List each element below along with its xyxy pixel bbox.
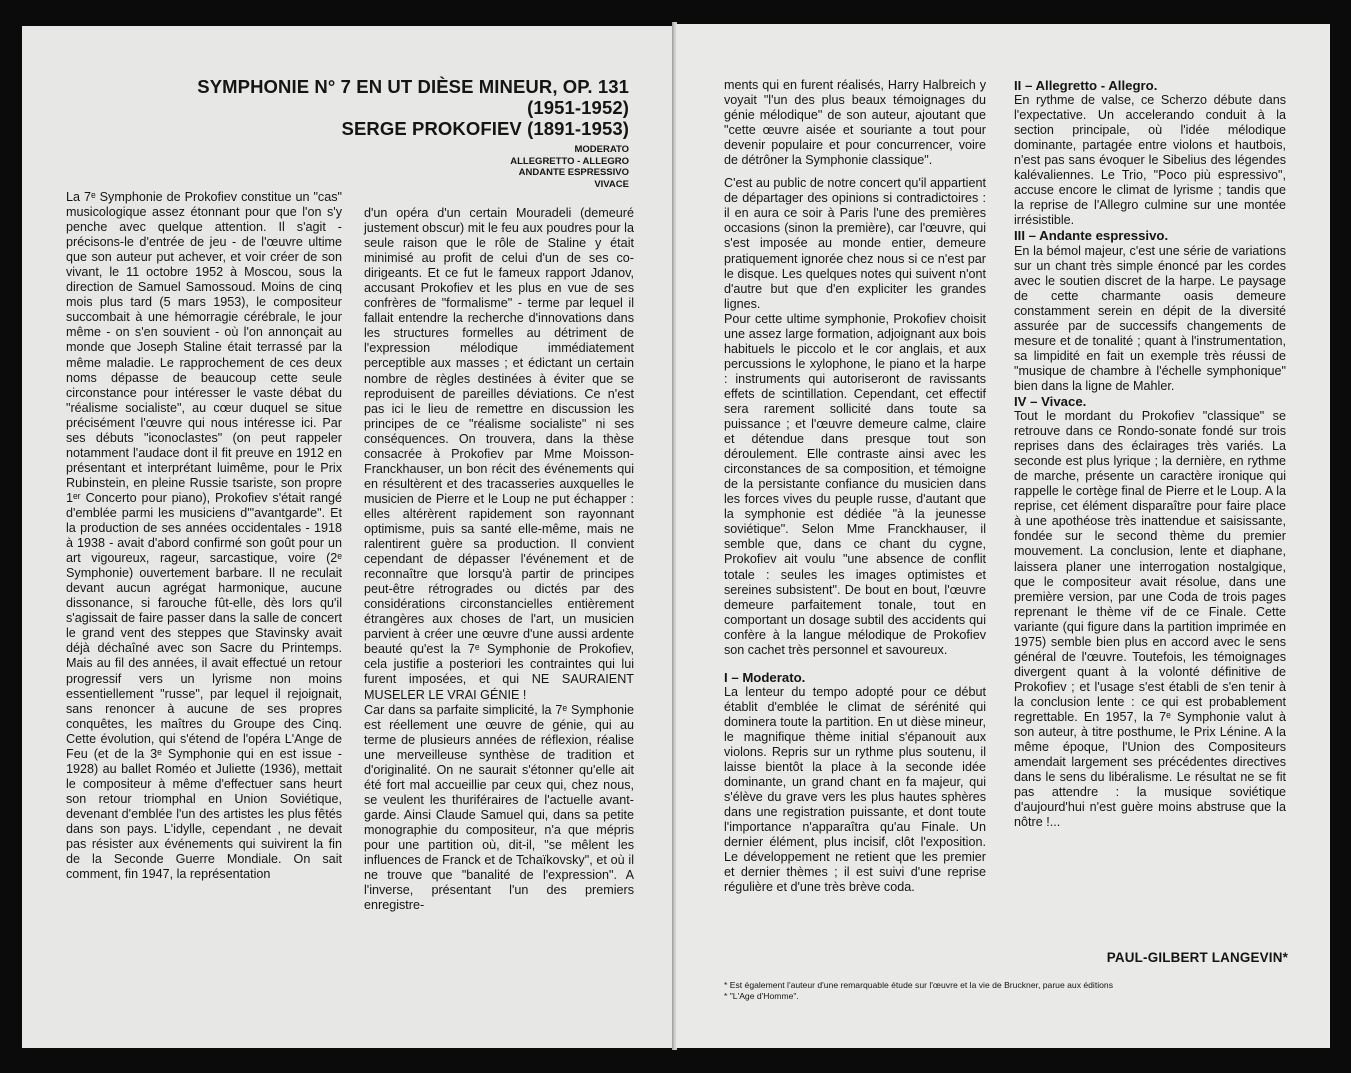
right-page <box>676 24 1330 1048</box>
paragraph: Car dans sa parfaite simplicité, la 7ᵉ Symphonie est réellement une œuvre de génie, qui au terme de plusieurs années de réflexion, réalise une merveilleuse synthèse de tradition et d'originalité. On ne saurait s'étonner qu'elle ait été fort mal accueillie par ceux qui, chez nous, se veulent les thuriféraires de l'actuelle avant-garde. Ainsi Claude Samuel qui, dans sa petite monographie du compositeur, n'a que mépris pour une partition où, dit-il, "se mêlent les influences de Franck et de Tchaïkovsky", et où il ne trouve que "banalité de l'expression". A l'inverse, présentant l'un des premiers enregistre- <box>364 702 634 913</box>
text-column-3 <box>724 78 986 895</box>
footnote <box>724 980 1280 1001</box>
movement-heading: II – Allegretto - Allegro. <box>1014 78 1158 93</box>
text-column-1 <box>66 190 342 882</box>
paragraph: En la bémol majeur, c'est une série de variations sur un chant très simple énoncé par les cordes avec le soutien discret de la harpe. Le paysage de cette charmante oasis demeure constamment serein en dépit de la diversité assurée par de successifs changements de mesure et de tonalité ; quant à l'instrumentation, sa limpidité en fait un exemple très réussi de "musique de chambre à l'échelle symphonique" bien dans la ligne de Mahler. <box>1014 243 1286 393</box>
text-column-4 <box>1014 78 1286 830</box>
left-page <box>22 26 673 1048</box>
movement-item: ANDANTE ESPRESSIVO <box>518 167 629 178</box>
article-title <box>197 76 629 139</box>
paragraph: La lenteur du tempo adopté pour ce début établit d'emblée le climat de sérénité qui dominera toute la partition. En ut dièse mineur, le magnifique thème initial s'épanouit aux violons. Repris sur un rythme plus soutenu, il laisse bientôt la place à la seconde idée dominante, un grand chant en fa majeur, qui s'élève du grave vers les plus hautes sphères dans une registration puissante, et dont toute l'importance n'apparaîtra qu'au Finale. Un dernier élément, plus incisif, clôt l'exposition. Le développement ne retient que les premier et dernier thèmes ; il est suivi d'une reprise régulière et d'une très brève coda. <box>724 684 986 895</box>
movement-list <box>510 144 629 190</box>
title-line: SERGE PROKOFIEV (1891-1953) <box>341 118 629 139</box>
text-column-2 <box>364 206 634 913</box>
movement-heading: IV – Vivace. <box>1014 393 1087 409</box>
title-line: (1951-1952) <box>527 97 629 118</box>
movement-item: MODERATO <box>574 144 629 155</box>
movement-item: ALLEGRETTO - ALLEGRO <box>510 155 629 167</box>
movement-item: VIVACE <box>594 178 629 190</box>
paragraph: La 7ᵉ Symphonie de Prokofiev constitue un "cas" musicologique assez étonnant pour que l'on s'y penche avec quelque attention. Il s'agit - précisons-le d'entrée de jeu - de l'œuvre ultime que son auteur put achever, et voir créer de son vivant, le 11 octobre 1952 à Moscou, sous la direction de Samuel Samossoud. Moins de cinq mois plus tard (5 mars 1953), le compositeur succombait à une hémorragie cérébrale, le jour même - on s'en souvient - où l'on annonçait au monde que Joseph Staline était terrassé par la même maladie. Le rapprochement de ces deux noms dépasse de beaucoup cette seule circonstance pour intéresser le vaste débat du "réalisme socialiste", au cœur duquel se situe précisément l'œuvre qui nous intéresse ici. Par ses débuts "iconoclastes" (on peut rappeler notamment l'audace dont il fit preuve en 1912 en présentant et interprétant luimême, pour le Prix Rubinstein, en pleine Russie tsariste, son propre 1ᵉʳ Concerto pour piano), Prokofiev s'était rangé d'emblée parmi les musiciens d'"avantgarde". Et la production de ses années occidentales - 1918 à 1938 - avait d'abord confirmé son goût pour un art vigoureux, rageur, sarcastique, voire (2ᵉ Symphonie) ouvertement barbare. Il ne reculait devant aucun agrégat harmonique, aucune dissonance, si farouche fût-elle, dès lors qu'il s'agissait de faire passer dans la salle de concert le grand vent des steppes que Stavinsky avait déjà déchaîné avec son Sacre du Printemps. Mais au fil des années, il avait effectué un retour progressif vers un lyrisme non moins essentiellement "russe", par lequel il rejoignait, sans renoncer à aucune de ses propres conquêtes, les maîtres du Groupe des Cinq. Cette évolution, qui s'étend de l'opéra L'Ange de Feu (et de la 3ᵉ Symphonie qui en est issue - 1928) au ballet Roméo et Juliette (1936), mettait le compositeur à même d'effectuer sans heurt son retour triomphal en Union Soviétique, devenant d'emblée l'un des artistes les plus fêtés dans son pays. L'idylle, cependant , ne devait pas résister aux événements qui suivirent la fin de la Seconde Guerre Mondiale. On sait comment, fin 1947, la représentation <box>66 190 342 882</box>
movement-heading: I – Moderato. <box>724 669 806 685</box>
footnote-line: * Est également l'auteur d'une remarquable étude sur l'œuvre et la vie de Bruckner, parue aux éditions <box>724 980 1113 990</box>
paragraph: En rythme de valse, ce Scherzo débute dans l'expectative. Un accelerando conduit à la section principale, où l'idée mélodique dominante, partagée entre violons et hautbois, n'est pas sans évoquer le Sibelius des légendes kalévaliennes. Le Trio, "Poco più espressivo", accuse encore le climat de lyrisme ; tandis que la reprise de l'Allegro culmine sur une montée irrésistible. <box>1014 93 1286 228</box>
paragraph: Pour cette ultime symphonie, Prokofiev choisit une assez large formation, adjoignant aux bois habituels le piccolo et le cor anglais, et aux percussions le xylophone, le piano et la harpe : instruments qui autoriseront de ravissants effets de scintillation. Cependant, cet effectif sera rarement sollicité dans toute sa puissance ; et l'œuvre demeure calme, claire et détendue dans presque tout son déroulement. Elle contraste ainsi avec les circonstances de sa composition, et témoigne de la persistante confiance du musicien dans les forces vives du peuple russe, d'autant que la symphonie est dédiée "à la jeunesse soviétique". Selon Mme Franckhauser, il semble que, dans ce chant du cygne, Prokofiev ait voulu "une absence de conflit totale : seules les images optimistes et sereines subsistent". De bout en bout, l'œuvre demeure parfaitement tonale, tout en comportant un dosage subtil des accidents qui confère à la langue mélodique de Prokofiev son cachet très personnel et savoureux. <box>724 311 986 657</box>
paragraph: d'un opéra d'un certain Mouradeli (demeuré justement obscur) mit le feu aux poudres pour la seule raison que le rôle de Staline y était minimisé au profit de celui d'un de ses co-dirigeants. Et ce fut le fameux rapport Jdanov, accusant Prokofiev et les plus en vue de ses confrères de "formalisme" - terme par lequel il fallait entendre la recherche d'innovations dans les structures formelles au détriment de l'expression mélodique immédiatement perceptible aux masses ; et édictant un certain nombre de règles destinées à éviter que se reproduisent de pareilles déviations. Ce n'est pas ici le lieu de remettre en discussion les principes de ce "réalisme socialiste" ni ses conséquences. On trouvera, dans la thèse consacrée à Prokofiev par Mme Moisson-Franckhauser, un bon récit des événements qui en résultèrent et des tracasseries auxquelles le musicien de Pierre et le Loup ne put échapper : elles altérèrent rapidement son rayonnant optimisme, puis sa santé elle-même, mais ne ralentirent guère sa production. Il convient cependant de dépasser l'événement et de reconnaître que lorsqu'à partir de principes peut-être rétrogrades ou dictés par des considérations circonstancielles entièrement étrangères aux choses de l'art, un musicien parvient à créer une œuvre d'une aussi ardente beauté qu'est la 7ᵉ Symphonie de Prokofiev, cela justifie a posteriori les contraintes qui lui furent imposées, et qui NE SAURAIENT MUSELER LE VRAI GÉNIE ! <box>364 206 634 702</box>
author-signature: PAUL-GILBERT LANGEVIN* <box>1106 950 1288 965</box>
footnote-line: * "L'Age d'Homme". <box>724 990 799 1001</box>
title-line: SYMPHONIE N° 7 EN UT DIÈSE MINEUR, OP. 131 <box>197 76 629 97</box>
paragraph: C'est au public de notre concert qu'il appartient de départager des opinions si contradictoires : il en aura ce soir à Paris l'une des premières occasions (sinon la première), car l'œuvre, qui s'est imposée au monde entier, demeure pratiquement ignorée chez nous si ce n'est par le disque. Les quelques notes qui suivent n'ont d'autre but que d'en expliciter les grandes lignes. <box>724 176 986 311</box>
paragraph: ments qui en furent réalisés, Harry Halbreich y voyait "l'un des plus beaux témoignages du génie mélodique" de son auteur, ajoutant que "cette œuvre aisée et souriante a tout pour devenir populaire et pour concurrencer, voire de détrôner la Symphonie classique". <box>724 78 986 168</box>
movement-heading: III – Andante espressivo. <box>1014 228 1169 244</box>
paragraph: Tout le mordant du Prokofiev "classique" se retrouve dans ce Rondo-sonate fondé sur trois reprises dans des éclairages très variés. La seconde est plus lyrique ; la dernière, en rythme de marche, présente un caractère ironique qui rappelle le cortège final de Pierre et le Loup. A la reprise, cet élément disparaître pour faire place à une apothéose très inattendue et saisissante, fondée sur le second thème du premier mouvement. La conclusion, lente et diaphane, laissera planer une interrogation nostalgique, que le compositeur avait résolue, dans une première version, par une Coda de trois pages reprenant le thème vif de ce Finale. Cette variante (qui figure dans la partition imprimée en 1975) semble bien plus en accord avec le sens général de l'œuvre. Toutefois, les témoignages divergent quant à la volonté définitive de Prokofiev ; et l'usage s'est établi de s'en tenir à la conclusion lente : ce qui est probablement regrettable. En 1957, la 7ᵉ Symphonie valut à son auteur, à titre posthume, le Prix Lénine. A la même époque, l'Union des Compositeurs amendait largement ses précédentes directives dans le sens du libéralisme. Le résultat ne se fit pas attendre : la musique soviétique d'aujourd'hui n'est guère moins abstruse que la nôtre !... <box>1014 409 1286 830</box>
